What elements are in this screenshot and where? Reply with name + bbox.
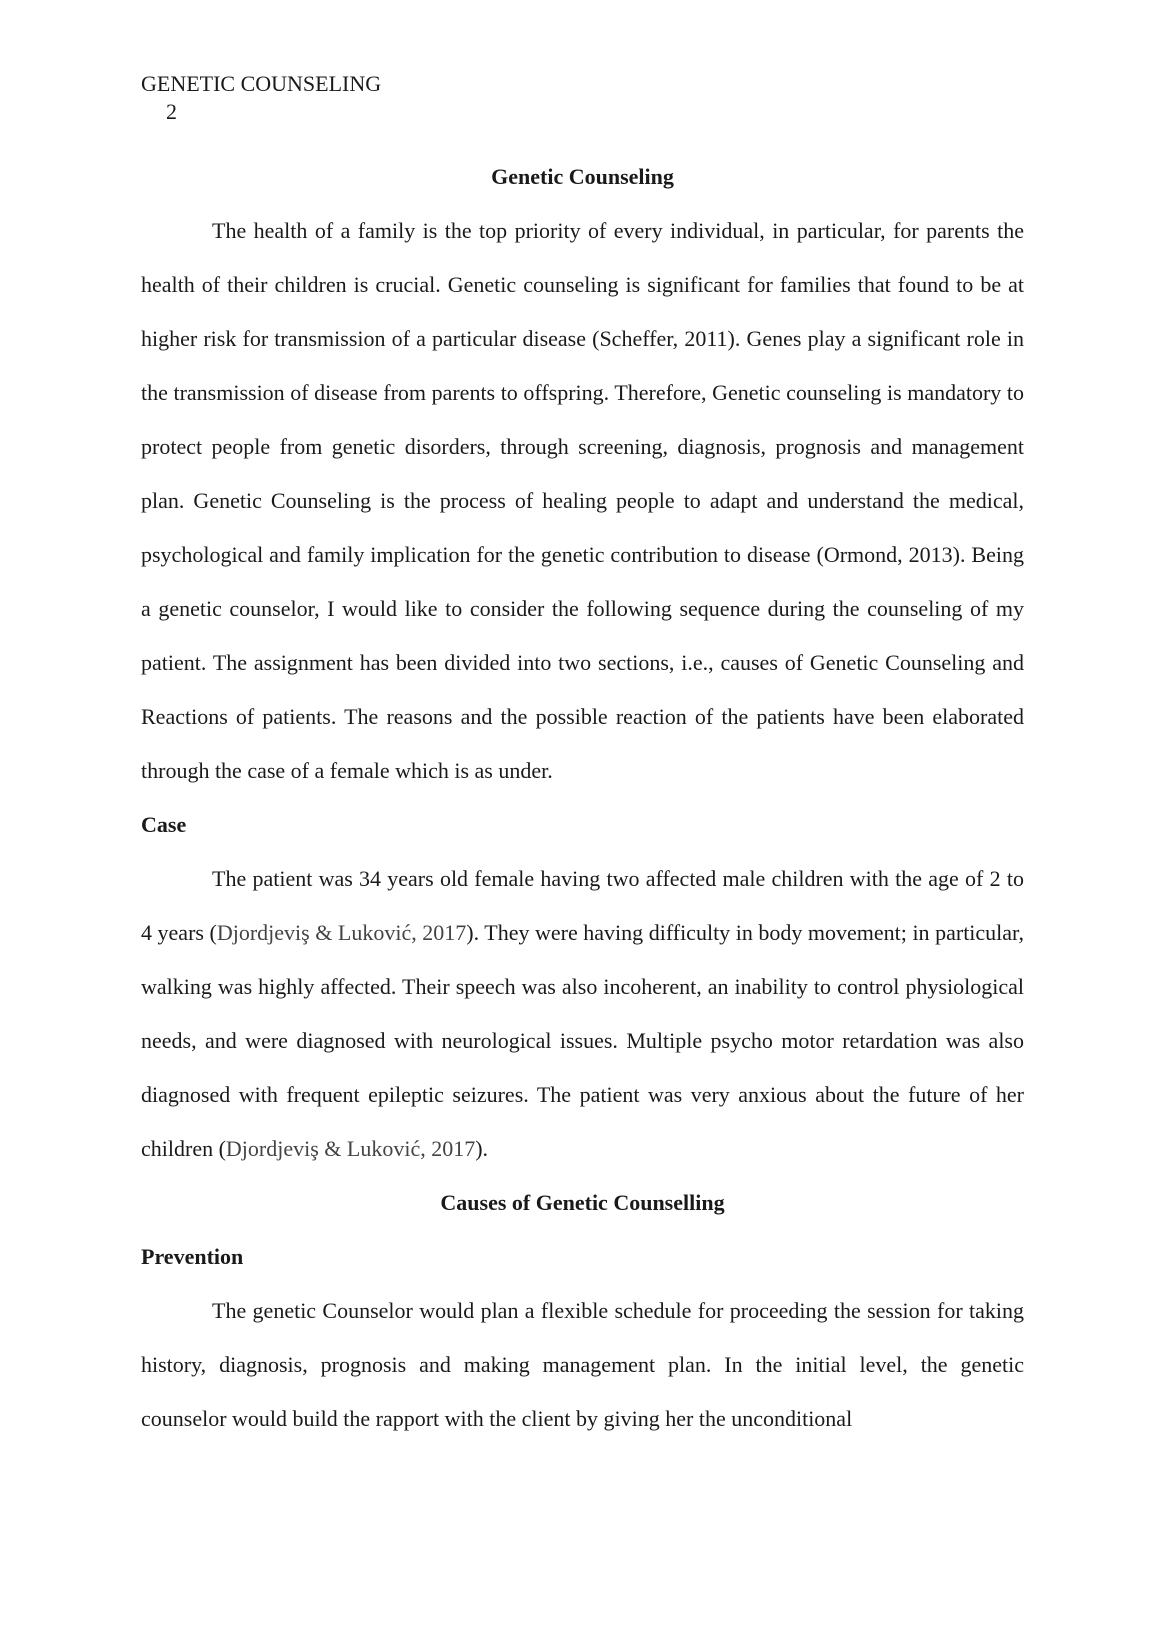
document-title: Genetic Counseling <box>491 164 674 189</box>
running-head: GENETIC COUNSELING <box>141 71 382 96</box>
document-body <box>141 150 1024 1446</box>
intro-paragraph: The health of a family is the top priority of every individual, in particular, for parents the health of their children is crucial. Genetic counseling is significant for families that found to be at higher risk for transmission of a particular disease (Scheffer, 2011). Genes play a significant role in the transmission of disease from parents to offspring. Therefore, Genetic counseling is mandatory to protect people from genetic disorders, through screening, diagnosis, prognosis and management plan. Genetic Counseling is the process of healing people to adapt and understand the medical, psychological and family implication for the genetic contribution to disease (Ormond, 2013). Being a genetic counselor, I would like to consider the following sequence during the counseling of my patient. The assignment has been divided into two sections, i.e., causes of Genetic Counseling and Reactions of patients. The reasons and the possible reaction of the patients have been elaborated through the case of a female which is as under. <box>141 218 1024 783</box>
case-text-part2: ). They were having difficulty in body movement; in particular, walking was highly affected. Their speech was also incoherent, an inability to control physiological needs, and were diagnosed with neurological issues. Multiple psycho motor retardation was also diagnosed with frequent epileptic seizures. The patient was very anxious about the future of her children ( <box>141 920 1024 1161</box>
prevention-paragraph: The genetic Counselor would plan a flexible schedule for proceeding the session for taking history, diagnosis, prognosis and making management plan. In the initial level, the genetic counselor would build the rapport with the client by giving her the unconditional <box>141 1298 1024 1431</box>
case-citation-1: Djordjeviş & Luković, 2017 <box>216 920 467 945</box>
page-number: 2 <box>166 99 177 124</box>
prevention-heading: Prevention <box>141 1244 244 1269</box>
case-heading: Case <box>141 812 187 837</box>
case-paragraph <box>141 852 1024 1176</box>
case-text-part3: ). <box>475 1136 489 1161</box>
case-text-part1: The patient was 34 years old female having two affected male children with the age of 2 to 4 years ( <box>141 866 1024 945</box>
causes-heading: Causes of Genetic Counselling <box>440 1190 725 1215</box>
case-citation-2: Djordjeviş & Luković, 2017 <box>225 1136 476 1161</box>
